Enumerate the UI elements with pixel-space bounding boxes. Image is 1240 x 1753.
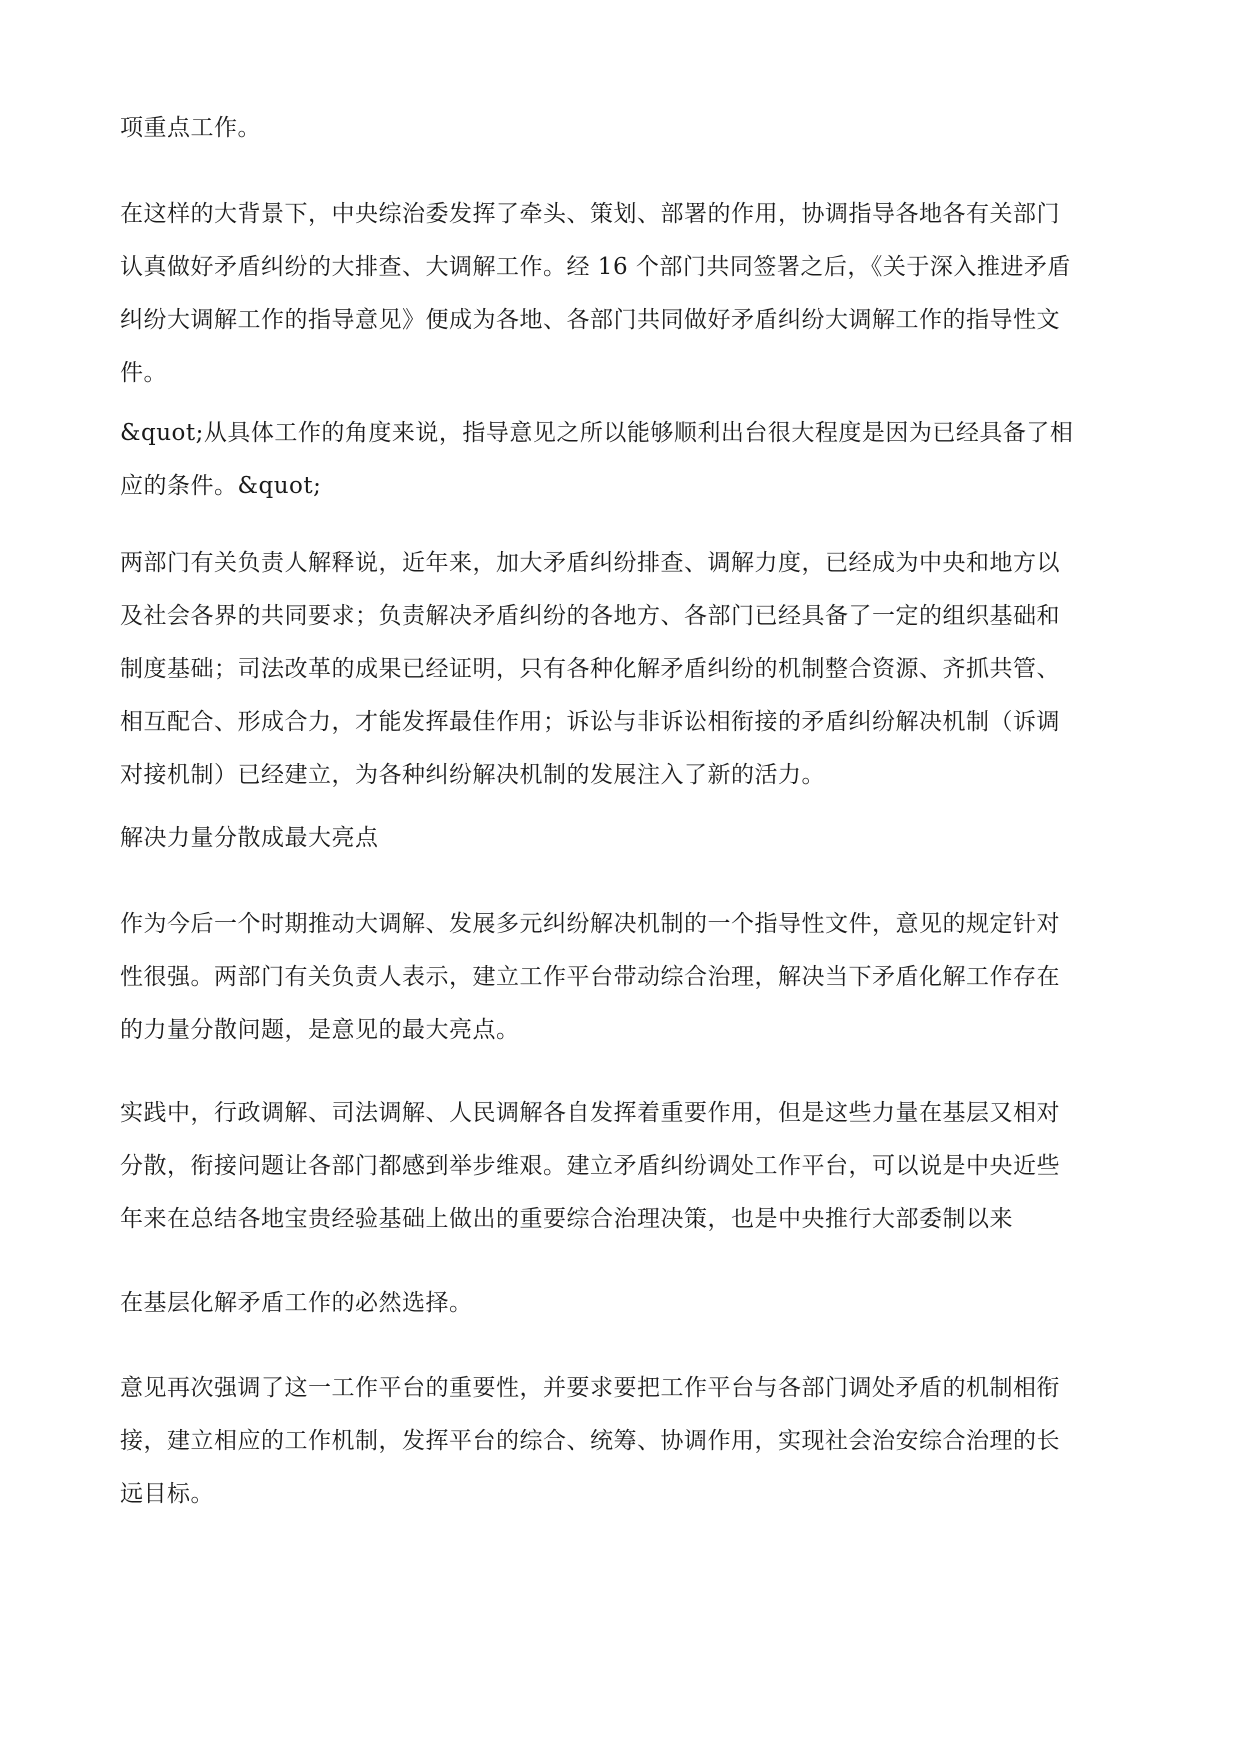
section-heading: [120, 812, 1126, 865]
text-line: 制度基础；司法改革的成果已经证明，只有各种化解矛盾纠纷的机制整合资源、齐抓共管、: [120, 656, 1060, 682]
paragraph-3: [120, 407, 1126, 513]
text-line: 项重点工作。: [120, 115, 261, 141]
text-line: 应的条件。&quot;: [120, 473, 322, 499]
paragraph-4: [120, 537, 1126, 802]
paragraph-5: [120, 898, 1126, 1057]
paragraph-7: [120, 1277, 1126, 1330]
paragraph-8: [120, 1362, 1126, 1521]
text-line: 两部门有关负责人解释说，近年来，加大矛盾纠纷排查、调解力度，已经成为中央和地方以: [120, 550, 1060, 576]
text-line: 对接机制）已经建立，为各种纠纷解决机制的发展注入了新的活力。: [120, 762, 825, 788]
text-line: 认真做好矛盾纠纷的大排查、大调解工作。经 16 个部门共同签署之后，《关于深入推进矛盾: [120, 254, 1071, 280]
text-line: 意见再次强调了这一工作平台的重要性，并要求要把工作平台与各部门调处矛盾的机制相衔: [120, 1375, 1060, 1401]
text-line: 作为今后一个时期推动大调解、发展多元纠纷解决机制的一个指导性文件，意见的规定针对: [120, 911, 1060, 937]
text-line: 纠纷大调解工作的指导意见》便成为各地、各部门共同做好矛盾纠纷大调解工作的指导性文: [120, 307, 1060, 333]
paragraph-1: [120, 102, 1126, 155]
paragraph-6: [120, 1087, 1126, 1246]
text-line: 相互配合、形成合力，才能发挥最佳作用；诉讼与非诉讼相衔接的矛盾纠纷解决机制（诉调: [120, 709, 1060, 735]
text-line: 接，建立相应的工作机制，发挥平台的综合、统筹、协调作用，实现社会治安综合治理的长: [120, 1428, 1060, 1454]
text-line: 远目标。: [120, 1481, 214, 1507]
text-line: 及社会各界的共同要求；负责解决矛盾纠纷的各地方、各部门已经具备了一定的组织基础和: [120, 603, 1060, 629]
text-line: 件。: [120, 360, 167, 386]
text-line: 年来在总结各地宝贵经验基础上做出的重要综合治理决策，也是中央推行大部委制以来: [120, 1206, 1013, 1232]
text-line: 分散，衔接问题让各部门都感到举步维艰。建立矛盾纠纷调处工作平台，可以说是中央近些: [120, 1153, 1060, 1179]
text-line: 性很强。两部门有关负责人表示，建立工作平台带动综合治理，解决当下矛盾化解工作存在: [120, 964, 1060, 990]
text-line: &quot;从具体工作的角度来说，指导意见之所以能够顺利出台很大程度是因为已经具备了相: [120, 420, 1074, 446]
text-line: 的力量分散问题，是意见的最大亮点。: [120, 1017, 520, 1043]
text-line: 在这样的大背景下，中央综治委发挥了牵头、策划、部署的作用，协调指导各地各有关部门: [120, 201, 1060, 227]
text-line: 解决力量分散成最大亮点: [120, 825, 379, 851]
text-line: 实践中，行政调解、司法调解、人民调解各自发挥着重要作用，但是这些力量在基层又相对: [120, 1100, 1060, 1126]
paragraph-2: [120, 188, 1126, 400]
text-line: 在基层化解矛盾工作的必然选择。: [120, 1290, 473, 1316]
